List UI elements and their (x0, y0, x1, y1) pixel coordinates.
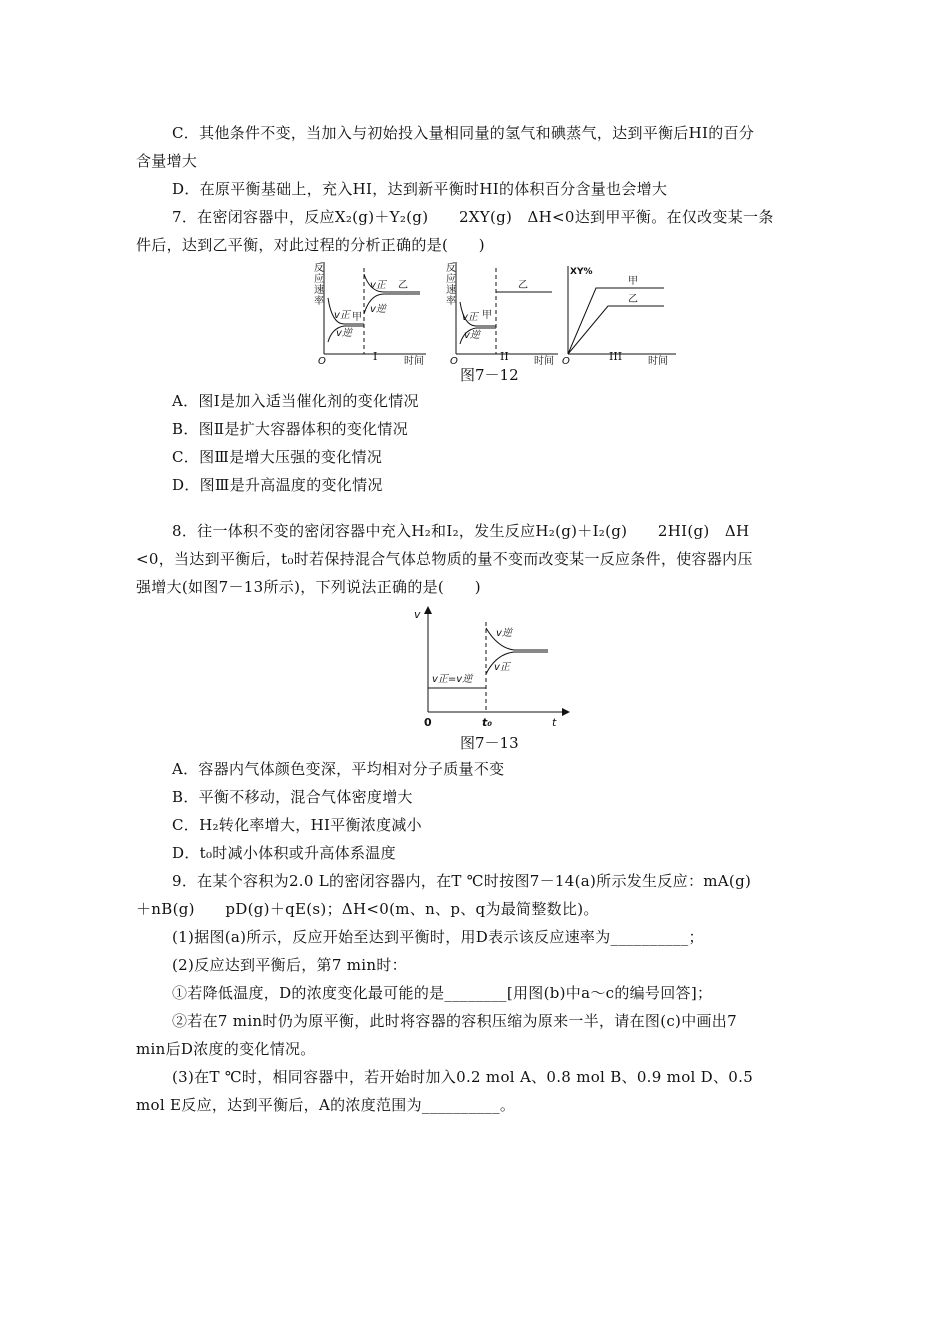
figure-7-12-caption: 图7－12 (460, 366, 519, 384)
q6-option-c-line2: 含量增大 (136, 152, 198, 170)
panel2-label-v-ni: v逆 (464, 330, 480, 341)
panel1-ylabel-4: 率 (314, 296, 324, 307)
q9-part3-line2: mol E反应，达到平衡后，A的浓度范围为__________。 (136, 1096, 516, 1114)
panel1-label-jia: 甲 (352, 312, 362, 323)
q8-stem-line2: <0，当达到平衡后，t₀时若保持混合气体总物质的量不变而改变某一反应条件，使容器内压 (136, 550, 753, 568)
panel3-label-yi: 乙 (628, 294, 638, 305)
q7-option-a: A．图Ⅰ是加入适当催化剂的变化情况 (172, 392, 419, 410)
figure-7-13 (410, 604, 570, 730)
q8-option-c: C．H₂转化率增大，HI平衡浓度减小 (172, 816, 422, 834)
panel1-label-v-zheng-2: v正 (370, 280, 386, 291)
panel1-ylabel-2: 应 (314, 274, 324, 285)
fig713-label-v-ni: v逆 (496, 628, 512, 639)
fig713-label-v-zheng: v正 (494, 662, 510, 673)
q9-part2-sub2-line2: min后D浓度的变化情况。 (136, 1040, 316, 1058)
q7-option-d: D．图Ⅲ是升高温度的变化情况 (172, 476, 383, 494)
figure-7-12-panel-1 (308, 258, 428, 366)
panel2-ylabel-2: 应 (446, 274, 456, 285)
q8-stem-line3: 强增大(如图7－13所示)，下列说法正确的是( ) (136, 578, 481, 596)
q9-part2-sub1: ①若降低温度，D的浓度变化最可能的是________[用图(b)中a～c的编号回答]； (172, 984, 713, 1002)
q7-option-c: C．图Ⅲ是增大压强的变化情况 (172, 448, 383, 466)
panel3-ylabel: XY% (570, 267, 593, 277)
panel1-origin: O (318, 356, 326, 366)
panel1-number: I (373, 350, 378, 363)
panel3-jia-curve (568, 288, 664, 354)
panel3-label-jia: 甲 (628, 276, 638, 287)
panel2-ylabel-3: 速 (446, 285, 456, 296)
q8-option-d: D．t₀时减小体积或升高体系温度 (172, 844, 396, 862)
q7-stem-line1: 7．在密闭容器中，反应X₂(g)＋Y₂(g) 2XY(g) ΔH<0达到甲平衡。在仅改变某一条 (172, 208, 774, 226)
panel1-label-yi: 乙 (398, 280, 408, 291)
q9-line2: ＋nB(g) pD(g)＋qE(s)；ΔH<0(m、n、p、q为最简整数比)。 (136, 900, 599, 918)
q9-part2: (2)反应达到平衡后，第7 min时： (172, 956, 407, 974)
panel1-label-v-ni-2: v逆 (370, 304, 386, 315)
q9-part3-line1: (3)在T ℃时，相同容器中，若开始时加入0.2 mol A、0.8 mol B、0.9 mol D、0.5 (172, 1068, 754, 1086)
panel3-origin: O (562, 356, 570, 366)
fig713-origin: 0 (424, 716, 432, 729)
q6-option-c-line1: C．其他条件不变，当加入与初始投入量相同量的氢气和碘蒸气，达到平衡后HI的百分 (172, 124, 755, 142)
q9-line1: 9．在某个容积为2.0 L的密闭容器内，在T ℃时按图7－14(a)所示发生反应：mA(g) (172, 872, 752, 890)
panel2-ylabel-1: 反 (446, 263, 456, 274)
fig713-ylabel: v (414, 608, 421, 621)
fig713-t0: t₀ (482, 716, 493, 729)
panel2-number: II (500, 350, 509, 363)
q8-option-a: A．容器内气体颜色变深，平均相对分子质量不变 (172, 760, 505, 778)
panel2-label-v-zheng: v正 (462, 312, 478, 323)
panel2-xlabel: 时间 (534, 356, 554, 366)
panel3-number: III (609, 350, 623, 363)
panel1-label-v-zheng: v正 (334, 310, 350, 321)
q9-part2-sub2-line1: ②若在7 min时仍为原平衡，此时将容器的容积压缩为原来一半，请在图(c)中画出7 (172, 1012, 737, 1030)
panel1-ylabel-3: 速 (314, 285, 324, 296)
q9-part1: (1)据图(a)所示，反应开始至达到平衡时，用D表示该反应速率为__________； (172, 928, 704, 946)
panel2-label-yi: 乙 (518, 280, 528, 291)
panel3-xlabel: 时间 (648, 356, 668, 366)
q8-option-b: B．平衡不移动，混合气体密度增大 (172, 788, 413, 806)
panel1-ylabel-1: 反 (314, 263, 324, 274)
q8-stem-line1: 8．往一体积不变的密闭容器中充入H₂和I₂，发生反应H₂(g)＋I₂(g) 2HI(g) ΔH (172, 522, 750, 540)
panel2-label-jia: 甲 (482, 310, 492, 321)
figure-7-13-caption: 图7－13 (460, 734, 519, 752)
fig713-label-eq: v正=v逆 (432, 674, 473, 685)
panel1-label-v-ni: v逆 (336, 328, 352, 339)
panel2-ylabel-4: 率 (446, 296, 456, 307)
q6-option-d: D．在原平衡基础上，充入HI，达到新平衡时HI的体积百分含量也会增大 (172, 180, 668, 198)
q7-stem-line2: 件后，达到乙平衡，对此过程的分析正确的是( ) (136, 236, 485, 254)
panel3-yi-curve (568, 306, 664, 354)
panel1-xlabel: 时间 (404, 356, 424, 366)
q7-option-b: B．图Ⅱ是扩大容器体积的变化情况 (172, 420, 409, 438)
panel2-origin: O (450, 356, 458, 366)
fig713-xlabel: t (552, 716, 557, 729)
